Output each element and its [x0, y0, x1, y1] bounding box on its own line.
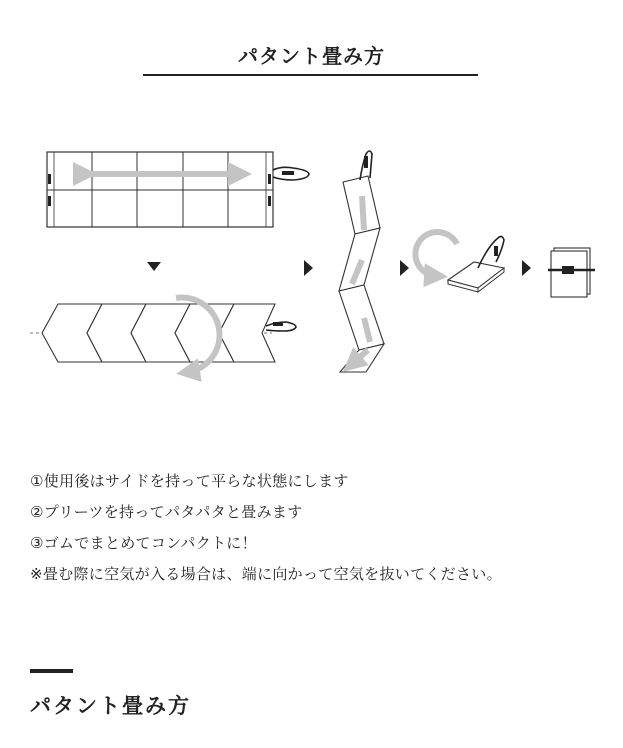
instruction-step: ①使用後はサイドを持って平らな状態にします	[30, 472, 349, 490]
folded-stack	[415, 232, 504, 292]
instruction-note: ※畳む際に空気が入る場合は、端に向かって空気を抜いてください。	[30, 565, 502, 583]
section-title: パタント畳み方	[30, 694, 191, 718]
pleated-mat	[30, 298, 296, 372]
compact-bundle	[548, 248, 595, 297]
instruction-list	[30, 466, 502, 590]
zigzag-folding	[339, 151, 384, 372]
folding-diagram	[0, 130, 623, 390]
right-arrow-icon	[304, 260, 313, 276]
title-underline	[143, 74, 478, 76]
page-title: パタント畳み方	[238, 44, 385, 68]
flat-mat	[47, 152, 309, 227]
down-arrow-icon	[147, 262, 161, 271]
right-arrow-icon	[400, 260, 409, 276]
instruction-step: ②プリーツを持ってパタパタと畳みます	[30, 503, 303, 521]
right-arrow-icon	[522, 260, 531, 276]
instruction-step: ③ゴムでまとめてコンパクトに！	[30, 534, 257, 552]
section-accent-bar	[30, 669, 73, 673]
